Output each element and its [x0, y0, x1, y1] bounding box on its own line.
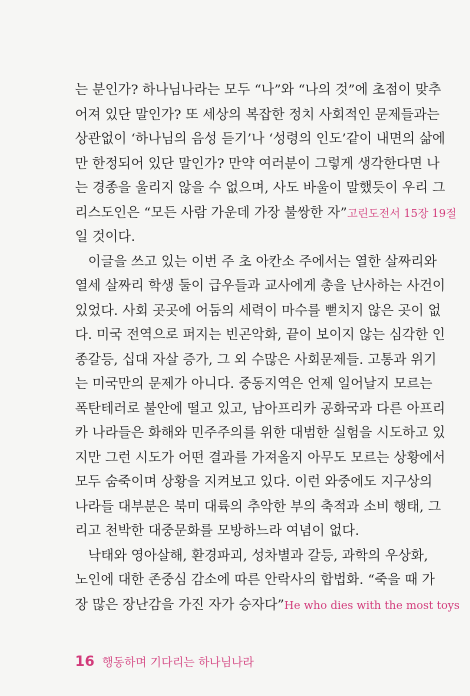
page-footer	[75, 654, 254, 670]
text-line-with-reference	[75, 202, 457, 227]
text-line: 종갈등, 십대 자살 증가, 그 외 수많은 사회문제들. 고통과 위기	[75, 352, 437, 368]
text-line: 열세 살짜리 학생 둘이 급우들과 교사에게 총을 난사하는 사건이	[75, 279, 446, 294]
text-line: 리고 천박한 대중문화를 모방하느라 여념이 없다.	[75, 524, 360, 539]
text-line: 이글을 쓰고 있는 이번 주 초 아칸소 주에서는 열한 살짜리와	[88, 254, 437, 270]
running-title: 행동하며 기다리는 하나님나라	[102, 655, 254, 669]
text-line: 만 한정되어 있단 말인가? 만약 여러분이 그렇게 생각한다면 나	[75, 156, 440, 172]
text-line: 노인에 대한 존중심 감소에 따른 안락사의 합법화. “죽을 때 가	[75, 573, 435, 588]
body-text	[75, 79, 460, 618]
text-line: 어져 있단 말인가? 또 세상의 복잡한 정치 사회적인 문제들과는	[75, 107, 440, 123]
text-line: 는 분인가? 하나님나라는 모두 “나”와 “나의 것”에 초점이 맞추	[75, 83, 442, 98]
text-fragment: 리스도인은 “모든 사람 가운데 가장 불쌍한 자”	[75, 205, 348, 221]
text-line-with-english	[75, 594, 460, 619]
text-line: 카 나라들은 화해와 민주주의를 위한 대범한 실험을 시도하고 있	[75, 426, 446, 441]
text-fragment: 장 많은 장난감을 가진 자가 승자다”	[75, 597, 285, 613]
text-line: 있었다. 사회 곳곳에 어둠의 세력이 마수를 뻗치지 않은 곳이 없	[75, 303, 441, 319]
text-line: 폭탄테러로 불안에 떨고 있고, 남아프리카 공화국과 다른 아프리	[75, 401, 446, 417]
text-line: 는 미국만의 문제가 아니다. 중동지역은 언제 일어날지 모르는	[75, 377, 433, 392]
text-line: 는 경종을 울리지 않을 수 없으며, 사도 바울이 말했듯이 우리 그	[75, 181, 446, 196]
text-line: 일 것이다.	[75, 230, 136, 245]
text-line: 상관없이 ‘하나님의 음성 듣기’나 ‘성령의 인도’같이 내면의 삶에	[75, 132, 446, 147]
text-line: 지만 그런 시도가 어떤 결과를 가져올지 아무도 모르는 상황에서	[75, 450, 446, 466]
text-line: 모두 숨죽이며 상황을 지켜보고 있다. 이런 와중에도 지구상의	[75, 475, 433, 490]
text-line: 다. 미국 전역으로 퍼지는 빈곤악화, 끝이 보이지 않는 심각한 인	[75, 328, 446, 343]
page-number: 16	[75, 654, 95, 670]
english-quote: He who dies with the most toys	[284, 598, 460, 612]
bible-reference: 고린도전서 15장 19절	[347, 206, 457, 220]
text-line: 낙태와 영아살해, 환경파괴, 성차별과 갈등, 과학의 우상화,	[88, 548, 429, 564]
text-line: 나라들 대부분은 북미 대륙의 추악한 부의 축적과 소비 행태, 그	[75, 499, 441, 515]
